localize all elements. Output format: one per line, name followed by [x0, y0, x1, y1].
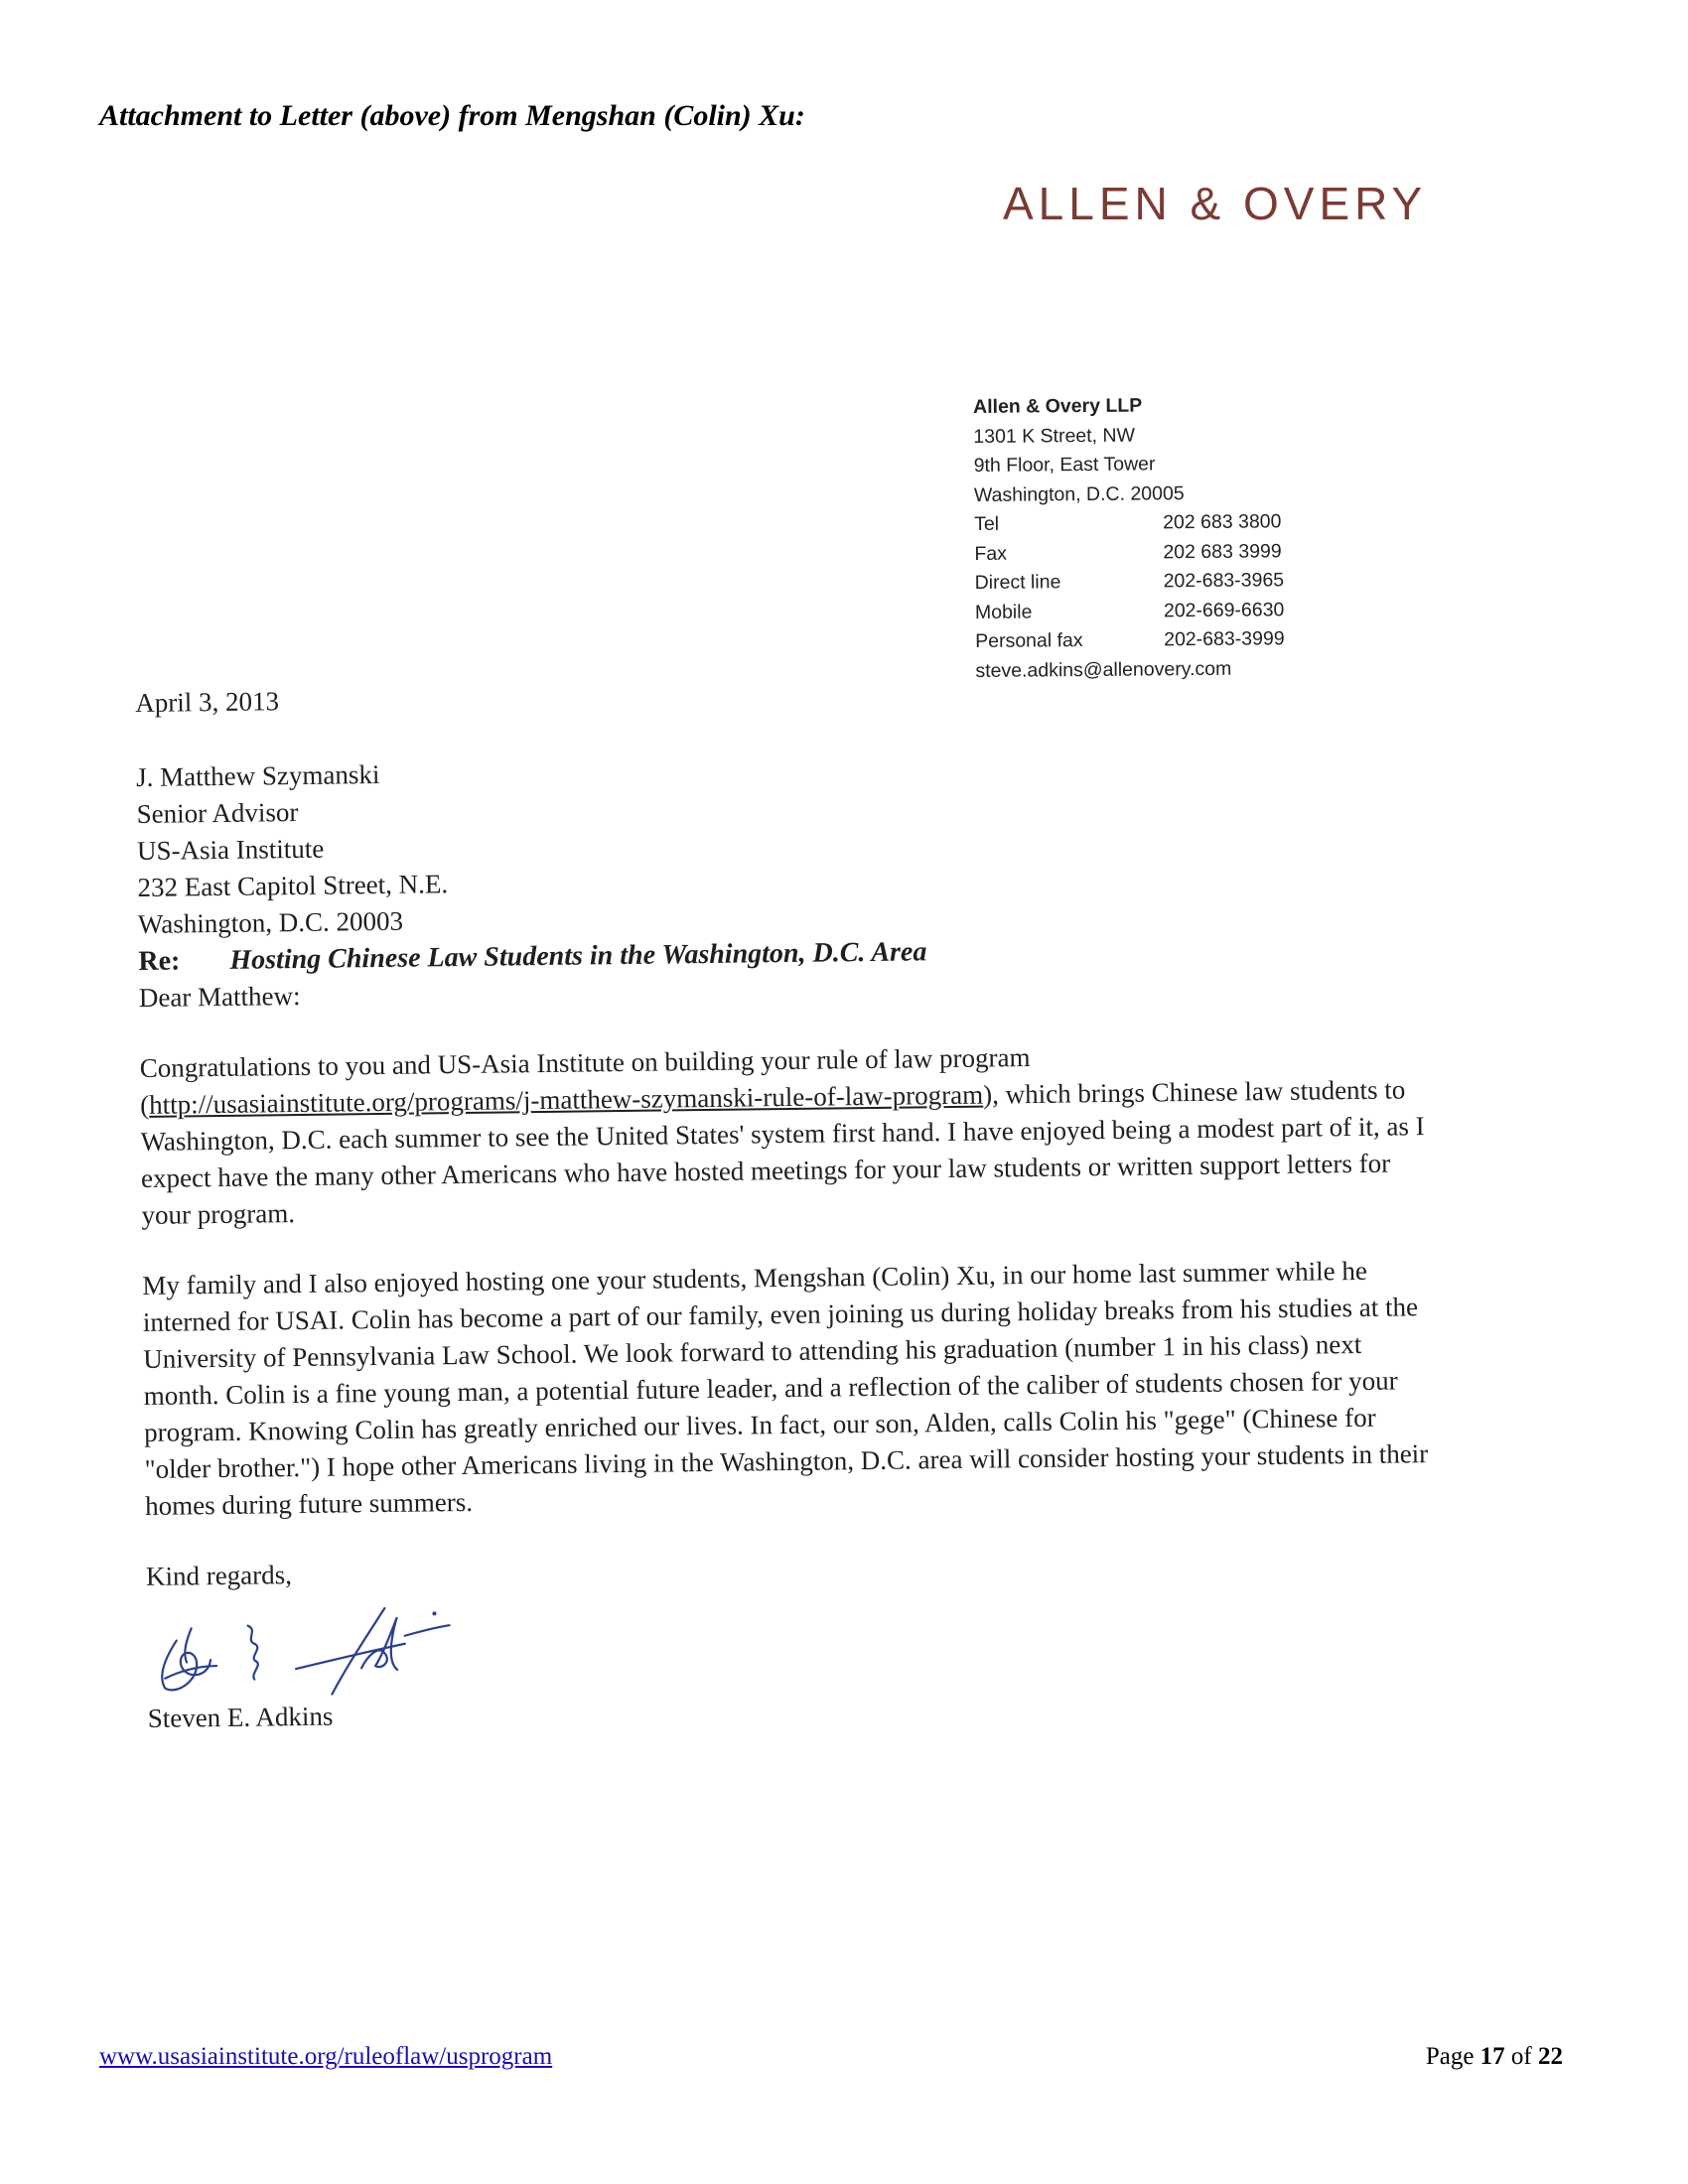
recipient-line: 232 East Capitol Street, N.E.	[137, 869, 449, 902]
address-line: 9th Floor, East Tower	[973, 453, 1156, 477]
firm-name: Allen & Overy LLP	[973, 394, 1143, 418]
contact-row-fax	[974, 536, 1332, 569]
paragraph-text: Congratulations to you and US-Asia Institute on building your rule of law program	[139, 1042, 1031, 1083]
signer-name: Steven E. Adkins	[147, 1701, 334, 1733]
page-mid: of	[1504, 2043, 1538, 2070]
contact-value: 202-669-6630	[1163, 598, 1285, 621]
letterhead	[973, 390, 1334, 686]
contact-row-personal-fax	[975, 624, 1333, 657]
program-link[interactable]: http://usasiainstitute.org/programs/j-matthew-szymanski-rule-of-law-program	[148, 1079, 984, 1120]
contact-label: Direct line	[974, 571, 1061, 594]
re-label: Re:	[138, 945, 181, 977]
letter-date: April 3, 2013	[135, 686, 280, 718]
address-line: Washington, D.C. 20005	[973, 481, 1185, 506]
paragraph-1	[139, 1034, 1432, 1234]
signature-image	[136, 1597, 475, 1701]
contact-value: 202-683-3999	[1164, 627, 1285, 651]
footer-url-link[interactable]: www.usasiainstitute.org/ruleoflaw/usprogram	[99, 2043, 553, 2070]
contact-row-direct	[975, 566, 1333, 599]
contact-label: Personal fax	[975, 629, 1083, 652]
attachment-title: Attachment to Letter (above) from Mengshan (Colin) Xu:	[99, 99, 805, 132]
page-total: 22	[1538, 2043, 1563, 2070]
letter-body	[135, 669, 1439, 1737]
paragraph-text: ), which brings Chinese law students to Washington, D.C. each summer to see the United States' system first hand. I have enjoyed being a modest part of it, as I expect have the many other Americans who have hosted meetings for your law students or written support letters for your program.	[140, 1074, 1425, 1230]
contact-label: Fax	[974, 542, 1008, 565]
salutation: Dear Matthew:	[138, 980, 301, 1013]
recipient-line: US-Asia Institute	[136, 833, 325, 866]
paragraph-2: My family and I also enjoyed hosting one your students, Mengshan (Colin) Xu, in our home last summer while he interned for USAI. Colin has become a part of our family, even joining us during holiday breaks from his studies at the University of Pennsylvania Law School. We look forward to attending his graduation (number 1 in his class) next month. Colin is a fine young man, a potential future leader, and a reflection of the caliber of students chosen for your program. Knowing Colin has greatly enriched our lives. In fact, our son, Alden, calls Colin his "gege" (Chinese for "older brother.") I hope other Americans living in the Washington, D.C. area will consider hosting your students in their homes during future summers.	[142, 1255, 1429, 1521]
contact-value: 202-683-3965	[1163, 569, 1285, 593]
contact-value: 202 683 3800	[1163, 510, 1282, 534]
page-current: 17	[1479, 2043, 1505, 2070]
contact-label: Mobile	[974, 600, 1033, 623]
recipient-block	[136, 744, 1429, 943]
contact-label: Tel	[974, 512, 1000, 535]
contact-row-mobile	[975, 595, 1333, 627]
recipient-line: Senior Advisor	[136, 797, 299, 829]
closing: Kind regards,	[145, 1560, 293, 1591]
firm-logo: ALLEN & OVERY	[1003, 178, 1428, 229]
contact-value: 202 683 3999	[1163, 539, 1282, 563]
page-prefix: Page	[1425, 2043, 1480, 2070]
page-number	[1426, 2043, 1563, 2071]
recipient-line: Washington, D.C. 20003	[137, 905, 404, 939]
contact-row-tel	[974, 507, 1332, 540]
recipient-line: J. Matthew Szymanski	[135, 758, 380, 792]
paragraph-text: (	[139, 1089, 150, 1120]
re-subject: Hosting Chinese Law Students in the Washington, D.C. Area	[229, 936, 927, 976]
email-address: steve.adkins@allenovery.com	[975, 657, 1232, 682]
address-line: 1301 K Street, NW	[973, 424, 1136, 448]
